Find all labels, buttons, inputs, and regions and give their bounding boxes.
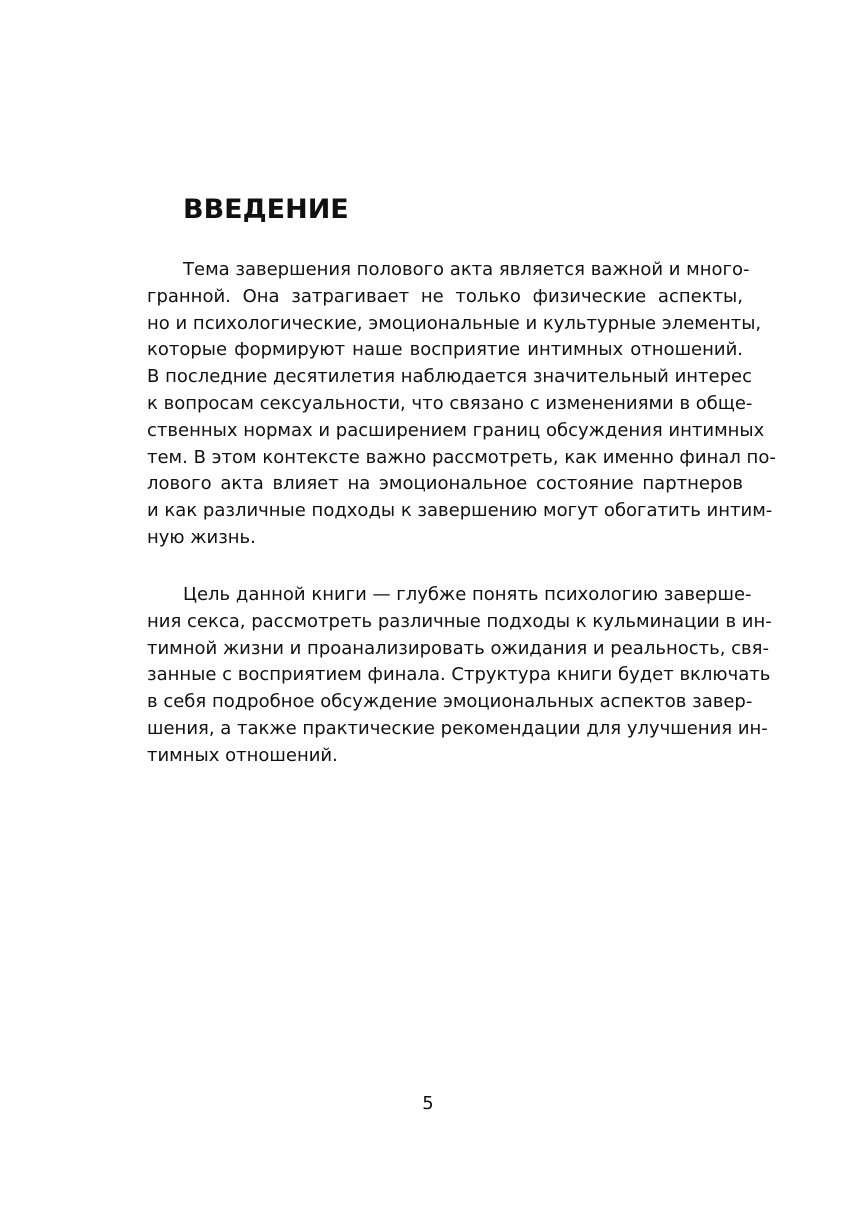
paragraph-2: [147, 582, 772, 770]
text-line: в себя подробное обсуждение эмоциональных аспектов завер-: [147, 691, 753, 713]
text-line: Тема завершения полового акта является важной и много-: [183, 259, 750, 280]
text-line: лового акта влияет на эмоциональное состояние партнеров: [147, 473, 743, 495]
text-line: Цель данной книги — глубже понять психологию заверше-: [183, 584, 752, 605]
text-line: но и психологические, эмоциональные и культурные элементы,: [147, 312, 762, 334]
text-line: В последние десятилетия наблюдается значительный интерес: [147, 366, 753, 388]
text-line: к вопросам сексуальности, что связано с изменениями в обще-: [147, 392, 753, 414]
text-line: ственных нормах и расширением границ обсуждения интимных: [147, 419, 765, 441]
text-line: гранной. Она затрагивает не только физические аспекты,: [147, 285, 743, 307]
text-line: тимной жизни и проанализировать ожидания и реальность, свя-: [147, 637, 769, 659]
text-line: тимных отношений.: [147, 744, 338, 766]
page-number: 5: [422, 1093, 434, 1114]
text-line: шения, а также практические рекомендации для улучшения ин-: [147, 717, 768, 739]
text-line: ную жизнь.: [147, 526, 256, 548]
text-line: ния секса, рассмотреть различные подходы к кульминации в ин-: [147, 610, 772, 632]
text-line: которые формируют наше восприятие интимных отношений.: [147, 339, 743, 361]
text-line: занные с восприятием финала. Структура книги будет включать: [147, 664, 771, 686]
text-line: и как различные подходы к завершению могут обогатить интим-: [147, 500, 773, 522]
paragraph-1: [147, 257, 776, 552]
chapter-heading: ВВЕДЕНИЕ: [183, 194, 349, 225]
text-line: тем. В этом контексте важно рассмотреть, как именно финал по-: [147, 446, 776, 468]
